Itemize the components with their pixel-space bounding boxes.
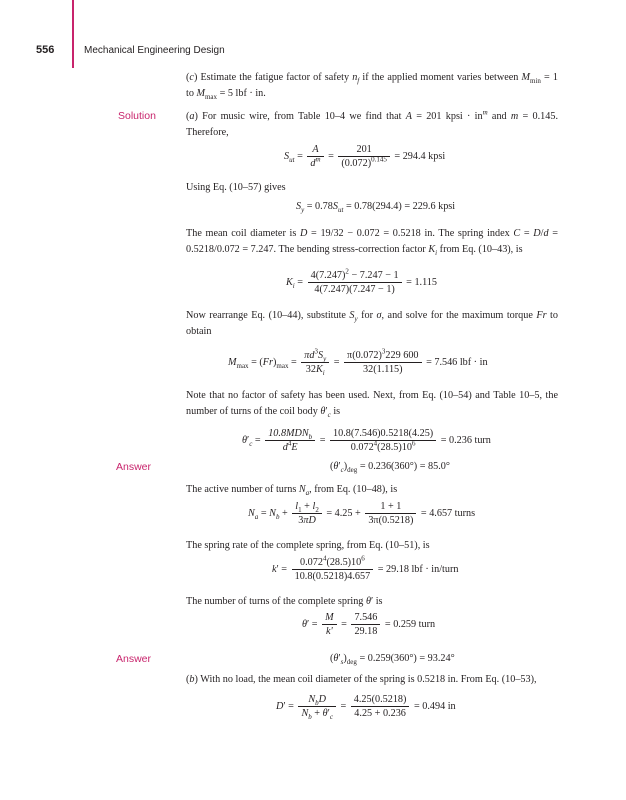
paragraph-spring-rate: The spring rate of the complete spring, from Eq. (10–51), is xyxy=(186,540,430,551)
paragraph-note: Note that no factor of safety has been used. Next, from Eq. (10–54) and Table 10–5, the number of turns of the coil body $\theta'_c$ is xyxy=(186,390,558,420)
paragraph-part-b: (b) With no load, the mean coil diameter of the spring is 0.5218 in. From Eq. (10–53), xyxy=(186,674,537,685)
equation-na: $N_a = N_b$ + $\frac{l_1 + l_2}{3\pi D}$ = 4.25 + $\frac{1 + 1}{3\pi(0.5218)}$ = 4.657 turns xyxy=(248,501,476,526)
paragraph-rearrange: Now rearrange Eq. (10–44), substitute $S_y$ for σ, and solve for the maximum torque Fr to obtain xyxy=(186,310,558,337)
running-title: Mechanical Engineering Design xyxy=(84,45,225,56)
paragraph-active-turns: The active number of turns $N_a$, from Eq. (10–48), is xyxy=(186,484,398,498)
margin-rule xyxy=(72,0,74,68)
equation-theta-s-deg: $(\theta'_s)_{deg} = 0.259(360^\circ) = 93.24^\circ$ xyxy=(330,653,455,667)
answer-label-2: Answer xyxy=(116,653,152,665)
equation-sut: $S_{ut}$ = $\frac{A}{d^m}$ = $\frac{201}{(0.072)^{0.145}}$ = 294.4 kpsi xyxy=(284,144,446,169)
solution-label: Solution xyxy=(118,110,156,122)
equation-theta: θ′ = $\frac{M}{k'}$ = $\frac{7.546}{29.18}$ = 0.259 turn xyxy=(302,612,436,637)
paragraph-turns-complete: The number of turns of the complete spring θ′ is xyxy=(186,596,383,607)
equation-k: k′ = $\frac{0.072^4(28.5)10^6}{10.8(0.5218)4.657}$ = 29.18 lbf · in/turn xyxy=(272,554,459,582)
paragraph-using: Using Eq. (10–57) gives xyxy=(186,182,286,193)
equation-mmax: $M_{max} = (Fr)_{max}$ = $\frac{\pi d^3S_y}{32K_i}$ = $\frac{\pi(0.072)^3229 600}{32(1.115)}$ = 7.546 lbf · in xyxy=(228,347,488,378)
equation-theta-c-deg: $(\theta'_c)_{deg} = 0.236(360^\circ) = 85.0^\circ$ xyxy=(330,461,450,475)
page-number: 556 xyxy=(36,44,55,56)
equation-sy: $S_y = 0.78S_{ut} = 0.78(294.4) = 229.6$ kpsi xyxy=(296,201,456,215)
equation-theta-c: $\theta'_c$ = $\frac{10.8MDN_b}{d^4E}$ = $\frac{10.8(7.546)0.5218(4.25)}{0.072^4(28.5)10^6}$ = 0.236 turn xyxy=(242,428,491,453)
paragraph-mean-diameter: The mean coil diameter is D = 19/32 − 0.072 = 0.5218 in. The spring index C = D/d = 0.5218/0.072 = 7.247. The bending stress-correction factor $K_i$ from Eq. (10–43), is xyxy=(186,228,559,258)
answer-label-1: Answer xyxy=(116,461,152,473)
equation-ki: $K_i$ = $\frac{4(7.247)^2 - 7.247 - 1}{4(7.247)(7.247 - 1)}$ = 1.115 xyxy=(286,267,437,295)
paragraph-part-a: (a) For music wire, from Table 10–4 we find that A = 201 kpsi · $in^m$ and m = 0.145. Therefore, xyxy=(186,108,559,138)
paragraph-part-c: (c) Estimate the fatigue factor of safety $n_f$ if the applied moment varies between $M_{min} = 1$ to $M_{max} = 5$ lbf · in. xyxy=(186,72,558,102)
equation-dprime: D′ = $\frac{N_bD}{N_b + \theta'_c}$ = $\frac{4.25(0.5218)}{4.25 + 0.236}$ = 0.494 in xyxy=(276,694,456,722)
